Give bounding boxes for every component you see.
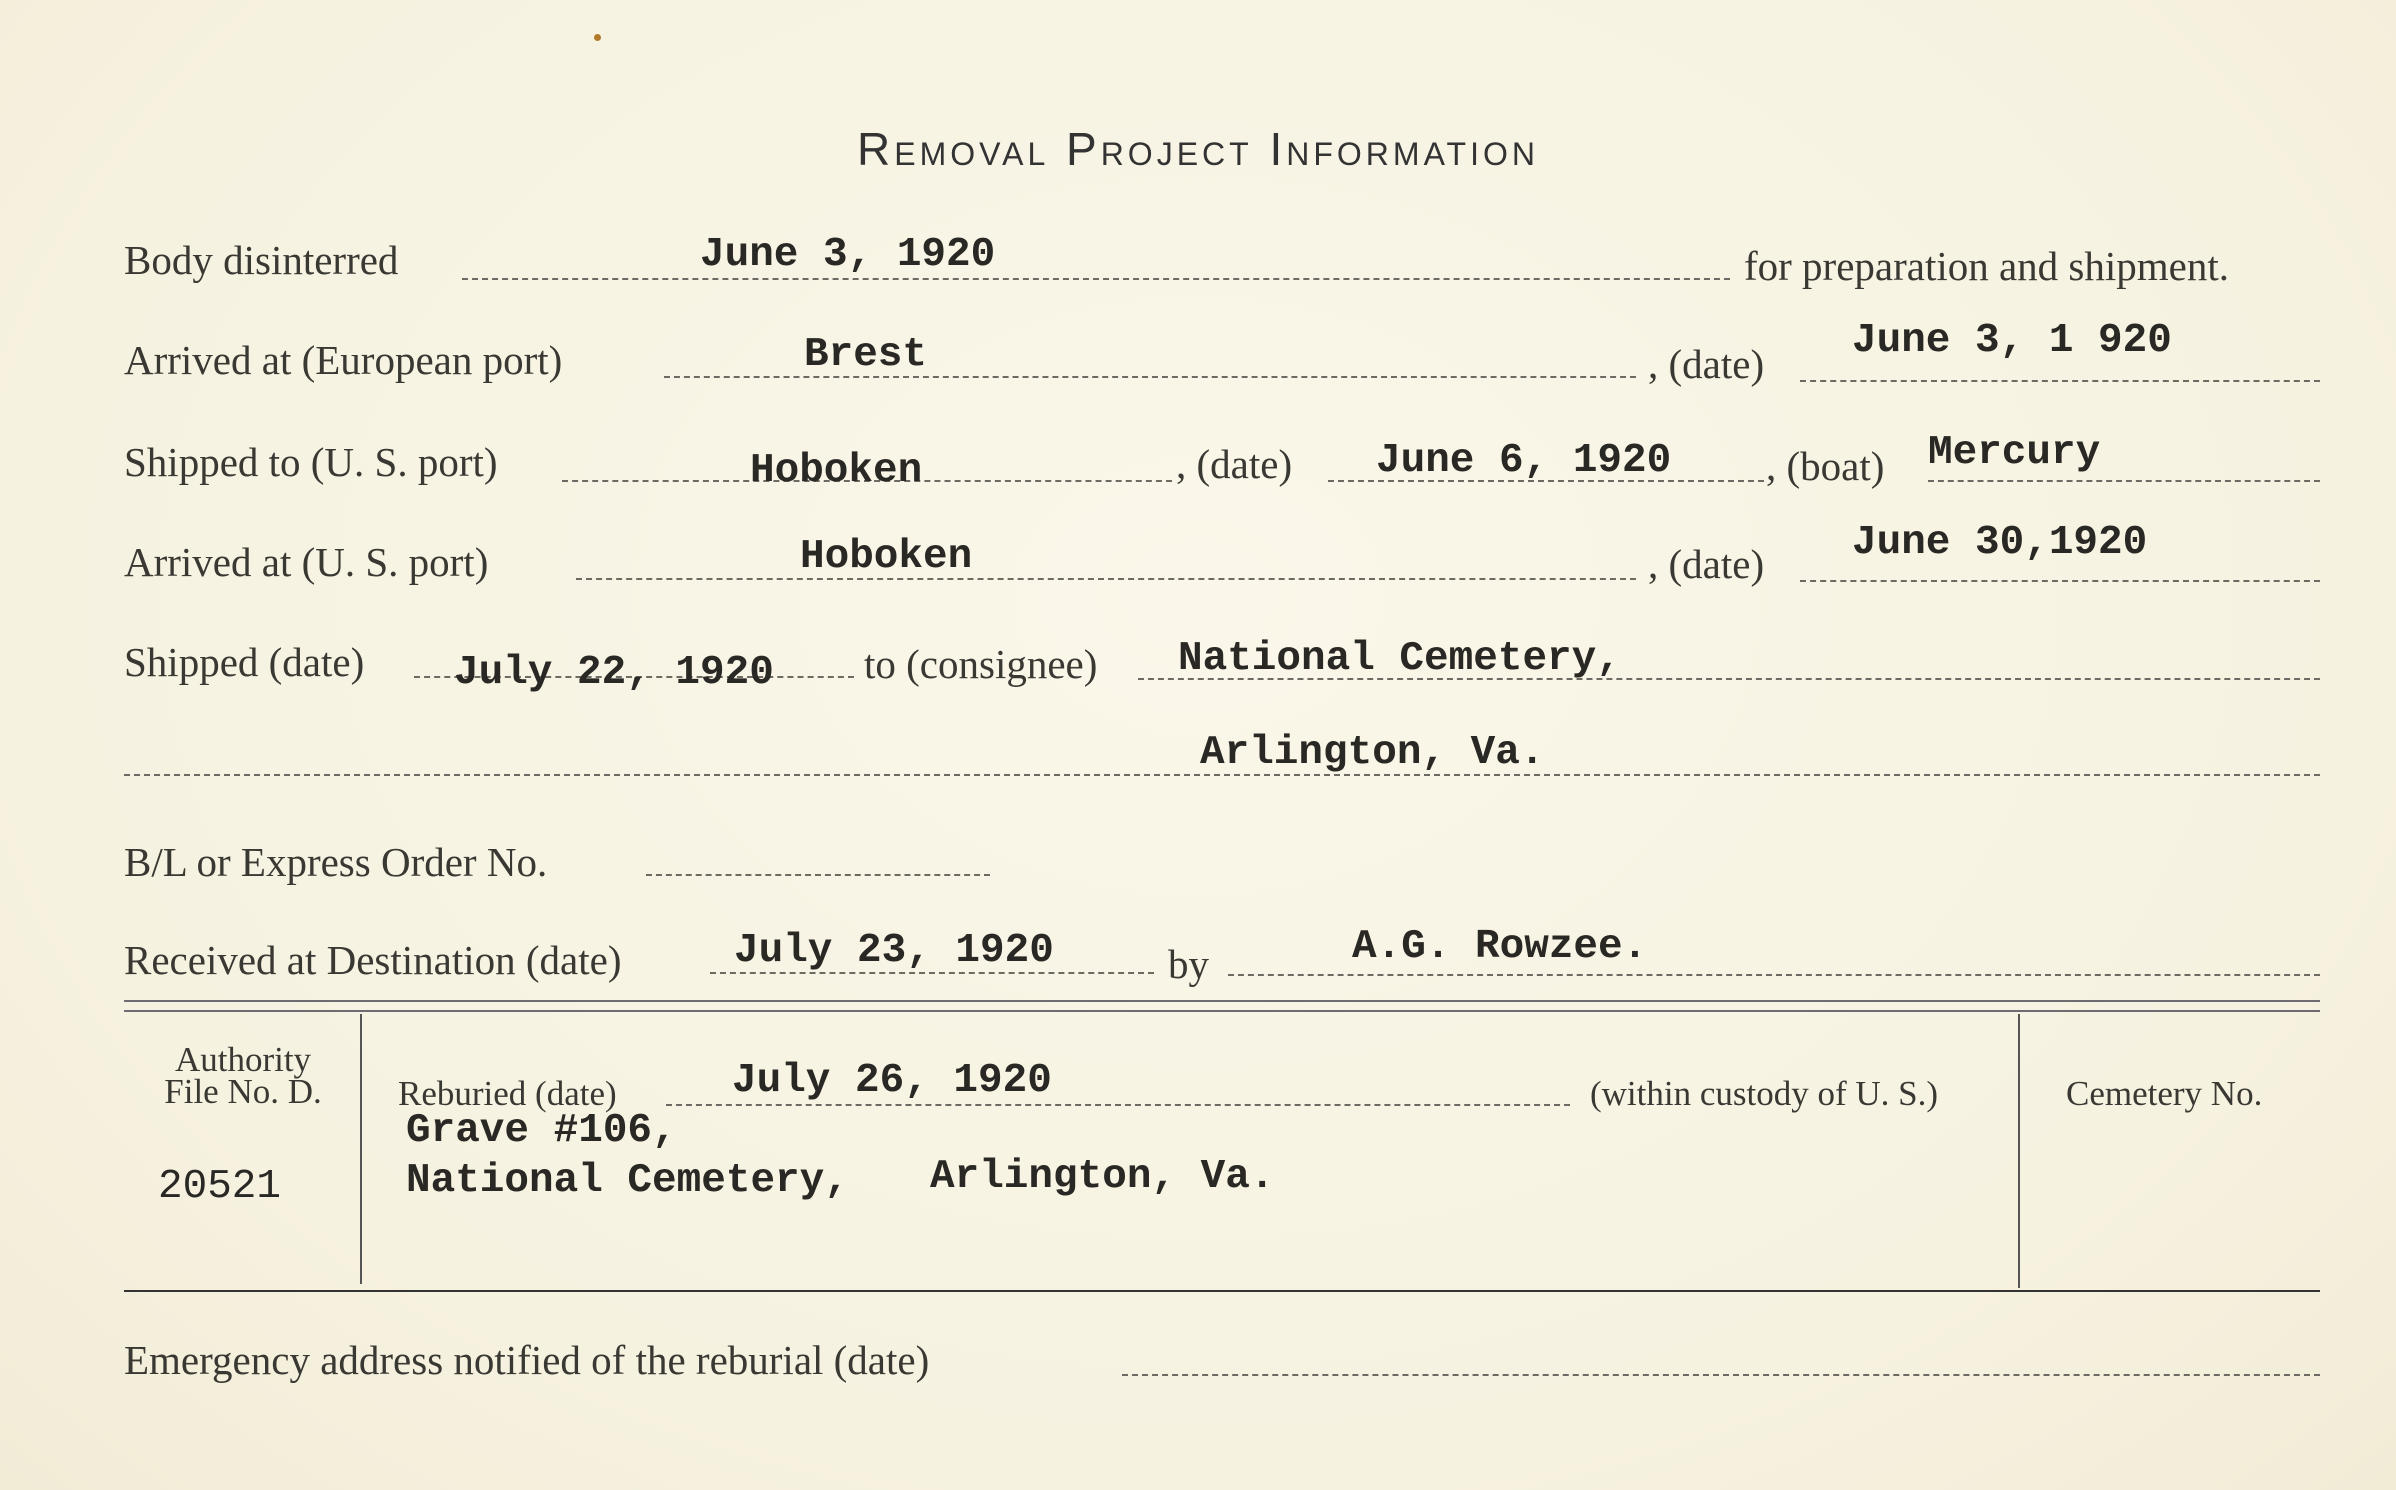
disinterred-line <box>462 278 1730 280</box>
arrived-eu-date-label: , (date) <box>1648 341 1765 387</box>
shipped-us-boat-line <box>1928 480 2320 482</box>
consignee-label: to (consignee) <box>864 641 1098 687</box>
received-label: Received at Destination (date) <box>124 937 622 983</box>
shipped-us-date: June 6, 1920 <box>1376 438 1672 484</box>
box-divider-right <box>2018 1014 2020 1288</box>
reburied-label: Reburied (date) <box>398 1074 617 1113</box>
emergency-line <box>1122 1374 2320 1376</box>
received-by-line <box>1228 974 2320 976</box>
file-no-label: File No. D. <box>164 1072 322 1111</box>
shipped-us-boat-label: , (boat) <box>1766 443 1885 489</box>
arrived-us-line <box>576 578 1636 580</box>
arrived-eu-date: June 3, 1 920 <box>1852 318 2172 364</box>
file-no-value: 20521 <box>158 1164 282 1210</box>
arrived-eu-date-line <box>1800 380 2320 382</box>
arrived-us-port: Hoboken <box>800 534 973 580</box>
shipped-us-port: Hoboken <box>750 448 923 494</box>
arrived-eu-label: Arrived at (European port) <box>124 337 563 383</box>
disinterred-value: June 3, 1920 <box>700 232 996 278</box>
arrived-us-label: Arrived at (U. S. port) <box>124 539 489 585</box>
shipped-us-label: Shipped to (U. S. port) <box>124 439 498 485</box>
cemetery-no-label: Cemetery No. <box>2066 1074 2263 1113</box>
received-by: A.G. Rowzee. <box>1352 924 1648 970</box>
arrived-us-date: June 30,1920 <box>1852 520 2148 566</box>
arrived-us-date-line <box>1800 580 2320 582</box>
box-top-rule-1 <box>124 1000 2320 1002</box>
received-date: July 23, 1920 <box>734 928 1054 974</box>
reburied-line <box>666 1104 1570 1106</box>
box-divider-left <box>360 1014 362 1284</box>
arrived-eu-port: Brest <box>804 332 928 378</box>
received-by-label: by <box>1168 941 1209 987</box>
reburied-date: July 26, 1920 <box>732 1058 1052 1104</box>
custody-label: (within custody of U. S.) <box>1590 1074 1939 1113</box>
box-bottom-rule <box>124 1290 2320 1292</box>
shipped-date-label: Shipped (date) <box>124 639 365 685</box>
shipped-date: July 22, 1920 <box>454 650 774 696</box>
ink-speck <box>594 34 601 41</box>
disinterred-label: Body disinterred <box>124 237 399 283</box>
arrived-us-date-label: , (date) <box>1648 541 1765 587</box>
shipped-us-date-label: , (date) <box>1176 441 1293 487</box>
consignee-value-2: Arlington, Va. <box>1200 730 1545 776</box>
disinterred-suffix: for preparation and shipment. <box>1744 243 2230 289</box>
bl-label: B/L or Express Order No. <box>124 839 548 885</box>
form-title: Removal Project Information <box>857 123 1539 175</box>
emergency-label: Emergency address notified of the reburial (date) <box>124 1337 930 1383</box>
box-top-rule-2 <box>124 1010 2320 1012</box>
authority-label: Authority <box>174 1040 312 1079</box>
location-value-2: Arlington, Va. <box>930 1154 1275 1200</box>
location-value: National Cemetery, <box>406 1158 849 1204</box>
consignee-value: National Cemetery, <box>1178 636 1621 682</box>
grave-value: Grave #106, <box>406 1108 677 1154</box>
bl-line <box>646 874 990 876</box>
shipped-us-boat: Mercury <box>1928 430 2101 476</box>
